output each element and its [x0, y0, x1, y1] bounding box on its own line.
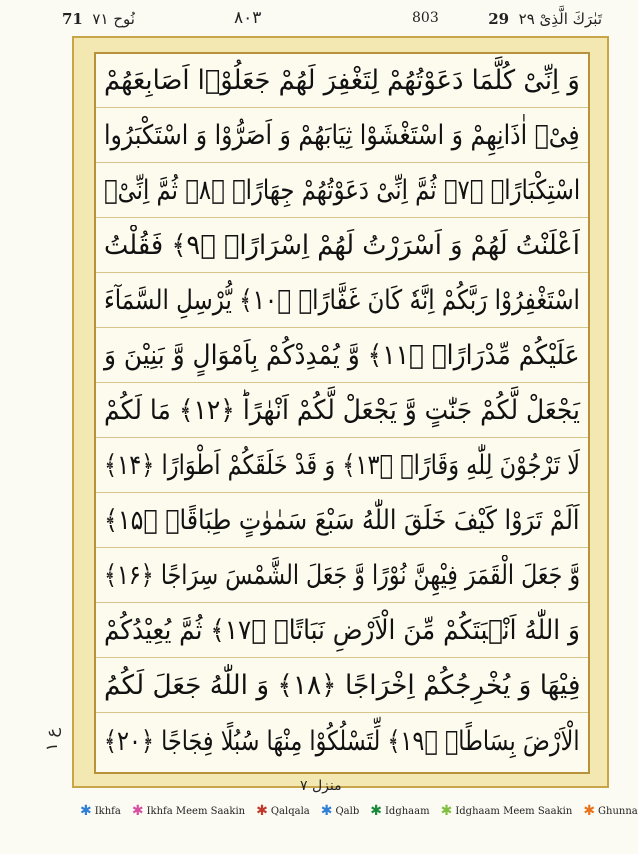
page-number: 803 [412, 10, 439, 26]
legend-item [80, 804, 121, 818]
juz-number: 29 [488, 10, 510, 28]
legend-item [441, 804, 573, 818]
star-icon: ✱ [80, 803, 92, 819]
verse-text: وَ اِنِّیْ كُلَّمَا دَعَوْتُهُمْ لِتَغْفِرَ لَهُمْ جَعَلُوْۤا اَصَابِعَهُمْ [104, 65, 580, 96]
legend-item [321, 804, 360, 818]
star-icon: ✱ [583, 803, 596, 819]
verse-text: فِیْهَا وَ یُخْرِجُكُمْ اِخْرَاجًا ﴿۱۸﴾ وَ اللّٰهُ جَعَلَ لَكُمُ [103, 670, 580, 701]
tajweed-legend [80, 800, 638, 822]
star-icon: ✱ [440, 803, 453, 819]
legend-label: Ikhfa [94, 805, 121, 817]
verse-text: فِیْۤ اٰذَانِهِمْ وَ اسْتَغْشَوْا ثِیَابَهُمْ وَ اَصَرُّوْا وَ اسْتَكْبَرُوا [104, 120, 580, 151]
verse-line [96, 219, 588, 273]
legend-item [256, 804, 310, 818]
verse-text: وَ اللّٰهُ اَنْۢبَتَكُمْ مِّنَ الْاَرْضِ نَبَاتًاۙ ﴿۱۷﴾ ثُمَّ یُعِیْدُكُمْ [104, 615, 580, 646]
legend-label: Ikhfa Meem Saakin [146, 805, 246, 817]
star-icon: ✱ [131, 803, 144, 819]
verse-line [96, 714, 588, 768]
verse-line [96, 549, 588, 603]
star-icon: ✱ [370, 803, 382, 819]
legend-item [132, 804, 245, 818]
legend-label: Idghaam Meem Saakin [455, 805, 573, 817]
manzil-label: منزل ٧ [300, 778, 342, 794]
verse-text: عَلَیْكُمْ مِّدْرَارًاۙ ﴿۱۱﴾ وَّ یُمْدِدْكُمْ بِاَمْوَالٍ وَّ بَنِیْنَ وَ [104, 340, 580, 371]
verse-text: الْاَرْضَ بِسَاطًاۙ ﴿۱۹﴾ لِّتَسْلُكُوْا مِنْهَا سُبُلًا فِجَاجًا ﴿۲۰﴾ [104, 725, 580, 757]
surah-number: 71 [62, 10, 83, 28]
juz-arabic-label: تَبٰرَكَ الَّذِیْ ٢٩ [518, 10, 602, 28]
verse-line [96, 164, 588, 218]
verse-line [96, 274, 588, 328]
verse-line [96, 604, 588, 658]
verse-line [96, 329, 588, 383]
star-icon: ✱ [320, 803, 333, 819]
verse-text: یَجْعَلْ لَّكُمْ جَنّٰتٍ وَّ یَجْعَلْ لَّكُمْ اَنْهٰرًاؕ ﴿۱۲﴾ مَا لَكُمْ [104, 395, 580, 426]
ruku-marker: ع ۱ [42, 727, 62, 752]
legend-label: Qalqala [270, 805, 310, 817]
verse-line [96, 439, 588, 493]
verse-text: اَعْلَنْتُ لَهُمْ وَ اَسْرَرْتُ لَهُمْ اِسْرَارًاۙ ﴿۹﴾ فَقُلْتُ [104, 230, 580, 261]
legend-item [370, 804, 429, 818]
legend-item [583, 804, 637, 818]
verse-line [96, 54, 588, 108]
legend-label: Qalb [335, 805, 360, 817]
verse-text: اسْتِكْبَارًاۚ ﴿۷﴾ ثُمَّ اِنِّیْ دَعَوْتُهُمْ جِهَارًاۙ ﴿۸﴾ ثُمَّ اِنِّیْۤ [103, 175, 580, 206]
star-icon: ✱ [256, 803, 268, 819]
verse-line [96, 384, 588, 438]
verse-text: اسْتَغْفِرُوْا رَبَّكُمْ اِنَّهٗ كَانَ غَفَّارًاۙ ﴿۱۰﴾ یُّرْسِلِ السَّمَآءَ [104, 285, 580, 316]
verse-line [96, 109, 588, 163]
verse-text: وَّ جَعَلَ الْقَمَرَ فِیْهِنَّ نُوْرًا وَّ جَعَلَ الشَّمْسَ سِرَاجًا ﴿۱۶﴾ [103, 560, 580, 591]
verse-text: اَلَمْ تَرَوْا كَیْفَ خَلَقَ اللّٰهُ سَبْعَ سَمٰوٰتٍ طِبَاقًاۙ ﴿۱۵﴾ [104, 505, 580, 536]
verse-line [96, 494, 588, 548]
legend-label: Idghaam [384, 805, 430, 817]
page-number-arabic: ٨٠٣ [234, 8, 262, 28]
verse-line [96, 659, 588, 713]
legend-label: Ghunna [598, 805, 638, 817]
verse-text: لَا تَرْجُوْنَ لِلّٰهِ وَقَارًاۚ ﴿۱۳﴾ وَ قَدْ خَلَقَكُمْ اَطْوَارًا ﴿۱۴﴾ [103, 450, 580, 481]
surah-arabic-label: نُوح ٧١ [92, 10, 135, 28]
